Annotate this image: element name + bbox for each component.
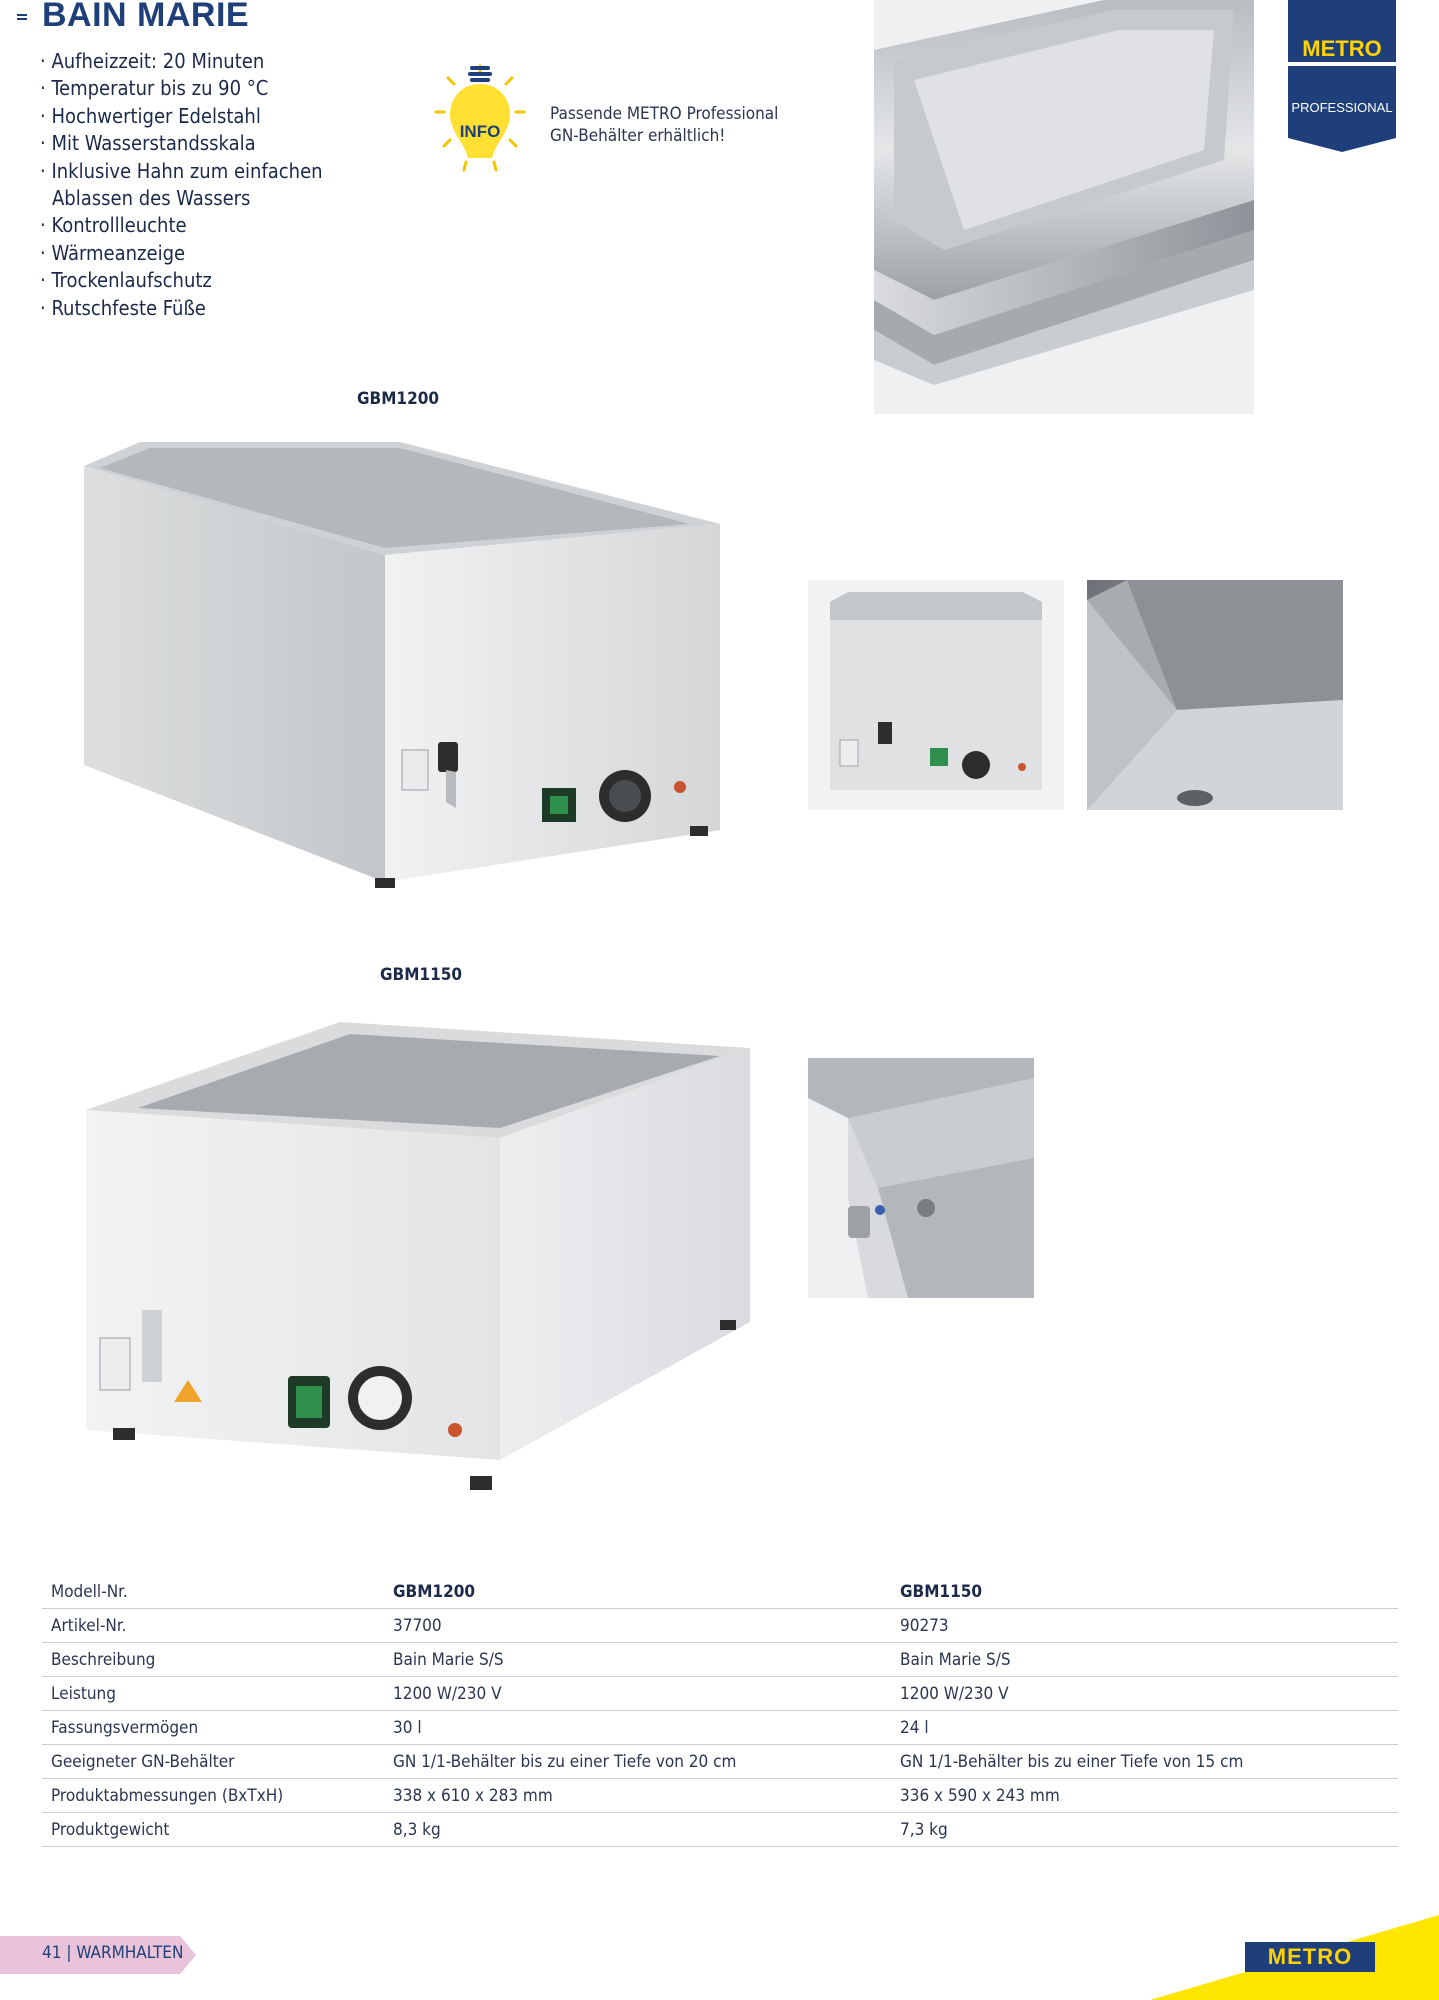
table-cell: Produktgewicht — [42, 1813, 393, 1847]
product-label-gbm1150: GBM1150 — [380, 965, 462, 985]
table-row — [42, 1711, 1398, 1745]
table-cell: Artikel-Nr. — [42, 1609, 393, 1643]
feature-item: · Temperatur bis zu 90 °C — [40, 75, 352, 102]
table-cell: Produktabmessungen (BxTxH) — [42, 1779, 393, 1813]
table-cell: GN 1/1-Behälter bis zu einer Tiefe von 15 cm — [900, 1745, 1398, 1779]
table-cell: 37700 — [393, 1609, 900, 1643]
table-row — [42, 1813, 1398, 1847]
gbm1150-photo — [80, 1020, 760, 1500]
gbm1200-photo — [80, 440, 725, 890]
page-title: BAIN MARIE — [42, 0, 250, 34]
spec-table — [42, 1575, 1398, 1847]
metro-professional-logo — [1288, 0, 1396, 152]
table-cell: GBM1200 — [393, 1575, 900, 1609]
table-cell: GN 1/1-Behälter bis zu einer Tiefe von 20 cm — [393, 1745, 900, 1779]
footer-metro-logo — [1245, 1942, 1375, 1972]
table-cell: Bain Marie S/S — [900, 1643, 1398, 1677]
table-cell: 24 l — [900, 1711, 1398, 1745]
feature-item: · Mit Wasserstandsskala — [40, 130, 352, 157]
gbm1150-tap-photo — [808, 1058, 1034, 1298]
metro-logo-text: METRO — [1302, 36, 1382, 61]
table-row — [42, 1745, 1398, 1779]
table-cell: 8,3 kg — [393, 1813, 900, 1847]
info-line: GN-Behälter erhältlich! — [550, 126, 726, 146]
product-label-gbm1200: GBM1200 — [357, 389, 439, 409]
professional-text: PROFESSIONAL — [1291, 100, 1393, 115]
table-cell: Beschreibung — [42, 1643, 393, 1677]
lightbulb-icon — [432, 62, 528, 182]
info-text — [550, 103, 778, 147]
table-cell: Fassungsvermögen — [42, 1711, 393, 1745]
feature-list — [40, 48, 352, 322]
table-row — [42, 1677, 1398, 1711]
table-cell: 30 l — [393, 1711, 900, 1745]
gn-pans-photo — [874, 0, 1254, 414]
table-cell: Modell-Nr. — [42, 1575, 393, 1609]
table-cell: 1200 W/230 V — [393, 1677, 900, 1711]
table-cell: 338 x 610 x 283 mm — [393, 1779, 900, 1813]
feature-item: · Hochwertiger Edelstahl — [40, 103, 352, 130]
footer-page-label: 41 | WARMHALTEN — [42, 1943, 184, 1963]
table-cell: 336 x 590 x 243 mm — [900, 1779, 1398, 1813]
feature-item: · Rutschfeste Füße — [40, 295, 352, 322]
table-cell: 1200 W/230 V — [900, 1677, 1398, 1711]
table-cell: Leistung — [42, 1677, 393, 1711]
feature-item: · Kontrollleuchte — [40, 212, 352, 239]
gbm1200-drain-photo — [1087, 580, 1343, 810]
feature-item: · Inklusive Hahn zum einfachen Ablassen des Wassers — [40, 158, 342, 213]
menu-icon — [17, 14, 27, 22]
info-line: Passende METRO Professional — [550, 104, 779, 124]
feature-item: · Wärmeanzeige — [40, 240, 352, 267]
table-cell: Geeigneter GN-Behälter — [42, 1745, 393, 1779]
table-row — [42, 1643, 1398, 1677]
table-cell: 7,3 kg — [900, 1813, 1398, 1847]
info-badge-text: INFO — [459, 122, 501, 141]
table-cell: GBM1150 — [900, 1575, 1398, 1609]
table-cell: Bain Marie S/S — [393, 1643, 900, 1677]
feature-item: · Aufheizzeit: 20 Minuten — [40, 48, 352, 75]
gbm1200-front-photo — [808, 580, 1064, 810]
table-row — [42, 1779, 1398, 1813]
table-cell: 90273 — [900, 1609, 1398, 1643]
feature-item: · Trockenlaufschutz — [40, 267, 352, 294]
table-row — [42, 1609, 1398, 1643]
table-row — [42, 1575, 1398, 1609]
footer-metro-text: METRO — [1267, 1944, 1353, 1969]
